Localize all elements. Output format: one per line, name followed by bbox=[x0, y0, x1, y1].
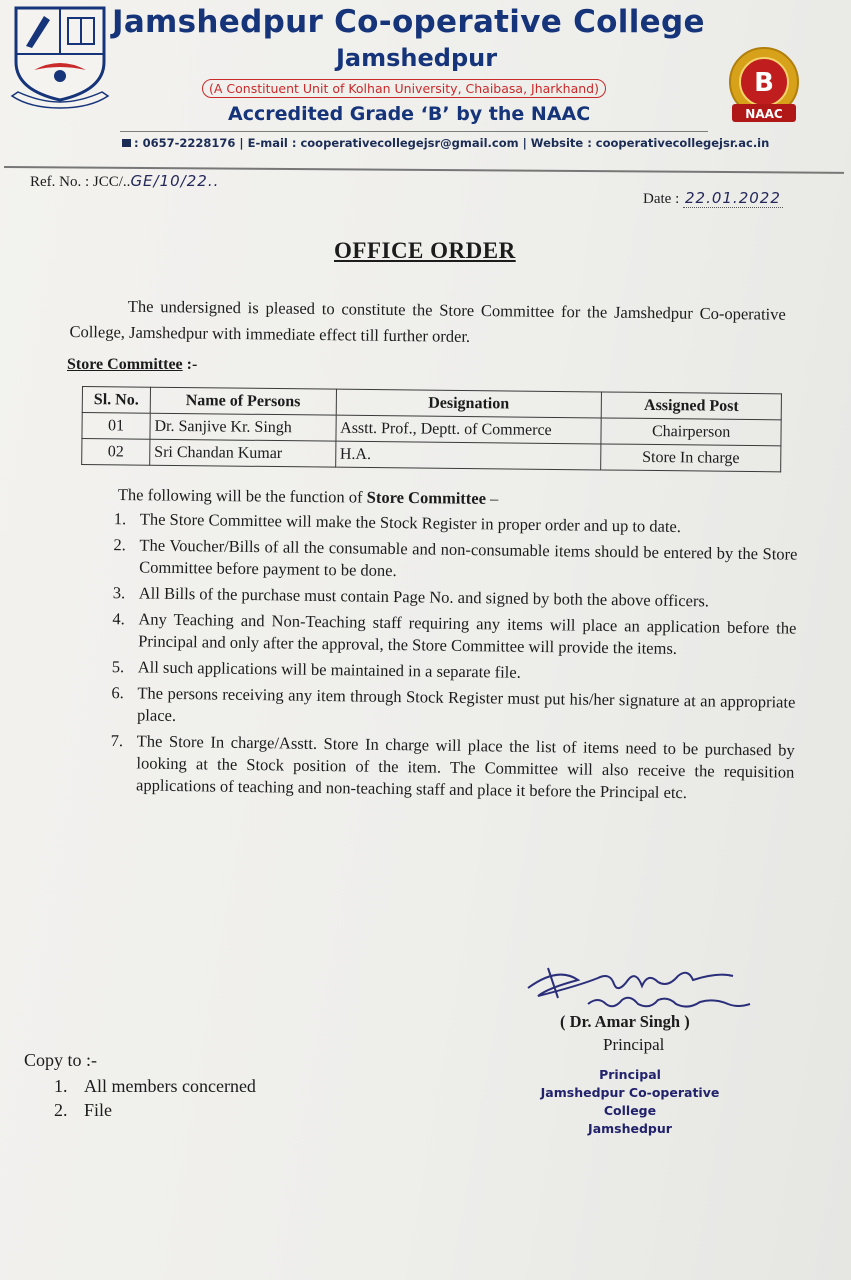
ref-label: Ref. No. : JCC/.. bbox=[30, 174, 131, 190]
signer-title: Principal bbox=[603, 1035, 665, 1054]
date-label: Date : bbox=[643, 191, 680, 207]
column-header: Assigned Post bbox=[601, 392, 781, 420]
college-name: Jamshedpur Co-operative College bbox=[112, 4, 705, 40]
functions-intro bbox=[118, 485, 499, 509]
stamp-line-2: Jamshedpur Co-operative College bbox=[540, 1085, 720, 1118]
item-number: 1. bbox=[54, 1076, 68, 1096]
list-item bbox=[54, 1074, 256, 1098]
stamp-line-3: Jamshedpur bbox=[588, 1121, 672, 1136]
order-date bbox=[643, 189, 783, 208]
copy-to-label: Copy to :- bbox=[24, 1050, 98, 1070]
item-text: All members concerned bbox=[84, 1076, 256, 1096]
item-number: 7. bbox=[110, 731, 124, 751]
list-item bbox=[107, 534, 798, 588]
stamp-line-1: Principal bbox=[599, 1067, 661, 1082]
naac-grade-text: B bbox=[754, 68, 774, 98]
functions-list bbox=[104, 508, 798, 810]
item-number: 6. bbox=[111, 683, 124, 703]
item-text: File bbox=[84, 1100, 113, 1120]
list-item bbox=[54, 1098, 256, 1122]
cell-assigned-post: Chairperson bbox=[601, 418, 781, 446]
item-text: Any Teaching and Non-Teaching staff requiring any items will place an application before the Principal and only after the approval, the Store Committee will provide the items. bbox=[138, 609, 797, 658]
cell-sl-no: 02 bbox=[82, 439, 150, 466]
phone-icon bbox=[122, 139, 131, 147]
accreditation-line: Accredited Grade ‘B’ by the NAAC bbox=[228, 103, 591, 125]
college-unit-line: (A Constituent Unit of Kolhan University, Chaibasa, Jharkhand) bbox=[202, 79, 606, 98]
item-text: The Store Committee will make the Stock Register in proper order and up to date. bbox=[139, 509, 682, 537]
naac-badge-icon bbox=[712, 44, 816, 126]
header-divider bbox=[120, 131, 708, 132]
column-header: Sl. No. bbox=[82, 387, 150, 414]
date-value: 22.01.2022 bbox=[684, 189, 781, 207]
cell-designation: Asstt. Prof., Deptt. of Commerce bbox=[336, 415, 602, 444]
committee-table bbox=[81, 386, 782, 472]
copy-to-list bbox=[54, 1074, 256, 1122]
contact-line bbox=[122, 136, 770, 150]
college-city: Jamshedpur bbox=[336, 44, 498, 72]
principal-stamp bbox=[525, 1066, 735, 1138]
item-number: 5. bbox=[111, 657, 125, 677]
college-crest-icon bbox=[10, 4, 110, 112]
handwritten-signature bbox=[518, 958, 768, 1018]
naac-label-text: NAAC bbox=[745, 107, 783, 121]
ref-value: GE/10/22.. bbox=[130, 172, 220, 190]
item-text: The persons receiving any item through Stock Register must put his/her signature at an appropriate place. bbox=[136, 683, 796, 725]
functions-intro-suffix: – bbox=[485, 488, 499, 508]
committee-heading-text: Store Committee bbox=[67, 356, 183, 373]
list-item bbox=[106, 608, 797, 662]
functions-intro-prefix: The following will be the function of bbox=[117, 485, 367, 507]
contact-text: : 0657-2228176 | E-mail : cooperativecollegejsr@gmail.com | Website : cooperativecollegejsr.ac.in bbox=[134, 136, 770, 150]
list-item bbox=[104, 730, 795, 806]
item-text: All Bills of the purchase must contain Page No. and signed by both the above officers. bbox=[138, 583, 710, 611]
cell-assigned-post: Store In charge bbox=[601, 444, 781, 472]
column-header: Name of Persons bbox=[150, 387, 336, 415]
item-text: The Store In charge/Asstt. Store In charge will place the list of items need to be purchased by looking at the Stock position of the item. The Committee will also receive the requisition applications of teaching and non-teaching staff and place it before the Principal etc. bbox=[136, 731, 795, 803]
reference-number bbox=[30, 172, 219, 191]
item-number: 4. bbox=[112, 609, 125, 629]
cell-sl-no: 01 bbox=[82, 413, 150, 440]
cell-name: Dr. Sanjive Kr. Singh bbox=[150, 413, 336, 441]
signer-name: ( Dr. Amar Singh ) bbox=[560, 1012, 690, 1031]
item-number: 1. bbox=[113, 509, 127, 529]
intro-paragraph: The undersigned is pleased to constitute the Store Committee for the Jamshedpur Co-operative College, Jamshedpur with immediate effect till further order. bbox=[69, 296, 786, 346]
cell-designation: H.A. bbox=[335, 441, 601, 470]
cell-name: Sri Chandan Kumar bbox=[150, 439, 336, 467]
column-header: Designation bbox=[336, 389, 602, 418]
document-title: OFFICE ORDER bbox=[334, 238, 516, 263]
item-text: All such applications will be maintained in a separate file. bbox=[137, 657, 521, 682]
item-number: 3. bbox=[112, 583, 126, 603]
item-number: 2. bbox=[54, 1100, 68, 1120]
functions-intro-bold: Store Committee bbox=[366, 487, 487, 508]
committee-heading bbox=[67, 356, 197, 374]
list-item bbox=[105, 682, 796, 736]
committee-heading-suffix: :- bbox=[182, 356, 198, 373]
item-text: The Voucher/Bills of all the consumable and non-consumable items should be entered by the Store Committee before payment to be done. bbox=[139, 535, 798, 581]
item-number: 2. bbox=[113, 535, 126, 555]
